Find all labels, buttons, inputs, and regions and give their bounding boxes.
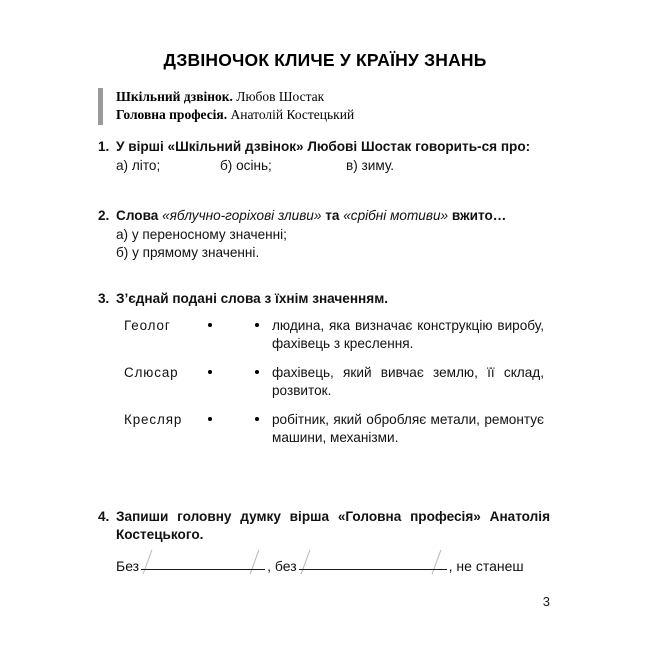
source-work-title-1: Шкільний дзвінок. <box>116 89 233 104</box>
bullet-dot-icon <box>208 323 212 327</box>
question-2-text-part-3: вжито… <box>448 208 507 223</box>
matching-right-connector-dot[interactable] <box>242 364 272 374</box>
source-line-2 <box>116 106 354 124</box>
bullet-dot-icon <box>208 370 212 374</box>
page-number: 3 <box>542 594 550 609</box>
matching-definition[interactable]: людина, яка визначає конструкцію виробу, фахівець з креслення. <box>272 317 544 351</box>
matching-exercise <box>124 317 550 447</box>
question-4-number: 4. <box>98 509 110 524</box>
matching-left-connector-dot[interactable] <box>208 317 242 327</box>
page-title: ДЗВІНОЧОК КЛИЧЕ У КРАЇНУ ЗНАНЬ <box>163 50 487 70</box>
question-2-number: 2. <box>98 208 110 223</box>
slash-mark-icon <box>300 549 310 574</box>
matching-left-connector-dot[interactable] <box>208 364 242 374</box>
question-2-heading <box>98 207 550 225</box>
slash-mark-icon <box>143 549 153 574</box>
question-2-text <box>116 207 550 225</box>
bullet-dot-icon <box>255 417 259 421</box>
question-1-text: У вірші «Шкільний дзвінок» Любові Шостак говорить-ся про: <box>116 139 531 154</box>
matching-left-connector-dot[interactable] <box>208 411 242 421</box>
fill-separator-1: , без <box>267 557 297 574</box>
matching-term[interactable]: Геолог <box>124 317 171 333</box>
question-1-number: 1. <box>98 139 110 154</box>
question-2-option-b[interactable]: б) у прямому значенні. <box>116 245 260 260</box>
matching-term[interactable]: Слюсар <box>124 364 179 380</box>
question-4 <box>98 508 550 575</box>
fill-word-1: Без <box>116 557 140 574</box>
bullet-dot-icon <box>208 417 212 421</box>
matching-row <box>124 317 550 353</box>
matching-right-connector-dot[interactable] <box>242 411 272 421</box>
fill-word-end: , не станеш <box>448 557 524 574</box>
source-reading-list <box>98 88 354 125</box>
question-3-heading <box>98 290 550 308</box>
bullet-dot-icon <box>255 323 259 327</box>
question-2-text-part-1: Слова <box>116 208 163 223</box>
question-1 <box>98 138 550 175</box>
question-2-quoted-phrase-2: «срібні мотиви» <box>343 208 449 223</box>
question-1-heading <box>98 138 550 156</box>
question-1-option-c[interactable]: в) зиму. <box>346 157 395 173</box>
question-1-option-row <box>116 157 550 175</box>
question-2 <box>98 207 550 262</box>
matching-definition[interactable]: фахівець, який вивчає землю, її склад, розвиток. <box>272 364 544 399</box>
question-4-heading <box>98 508 550 544</box>
answer-blank-1[interactable] <box>141 556 265 571</box>
slash-mark-icon <box>250 549 260 574</box>
matching-term[interactable]: Кресляр <box>124 412 183 428</box>
source-author-2: Анатолій Костецький <box>227 107 355 123</box>
question-2-quoted-phrase-1: «яблучно-горіхові зливи» <box>162 208 322 223</box>
question-3-text: З’єднай подані слова з їхнім значенням. <box>116 291 389 306</box>
question-1-option-b[interactable]: б) осінь; <box>220 157 272 173</box>
matching-definition[interactable]: робітник, який обробляє метали, ремонтує машини, механізми. <box>272 412 544 446</box>
question-2-option-a[interactable]: а) у переносному значенні; <box>116 226 287 242</box>
source-line-1 <box>116 88 354 106</box>
matching-row <box>124 364 550 400</box>
source-work-title-2: Головна професія. <box>116 107 228 123</box>
matching-right-connector-dot[interactable] <box>242 317 272 327</box>
slash-mark-icon <box>431 549 441 574</box>
matching-row <box>124 411 550 447</box>
question-1-option-a[interactable]: а) літо; <box>116 157 161 173</box>
answer-blank-2[interactable] <box>299 556 447 571</box>
question-2-options <box>116 226 550 262</box>
bullet-dot-icon <box>255 370 259 374</box>
question-4-text: Запиши головну думку вірша «Головна професія» Анатолія Костецького. <box>116 509 550 542</box>
question-3-number: 3. <box>98 291 110 306</box>
source-author-1: Любов Шостак <box>232 89 325 104</box>
question-2-text-part-2: та <box>321 208 344 223</box>
question-1-options <box>116 157 550 175</box>
question-3 <box>98 290 550 447</box>
question-4-answer-line <box>116 556 550 575</box>
